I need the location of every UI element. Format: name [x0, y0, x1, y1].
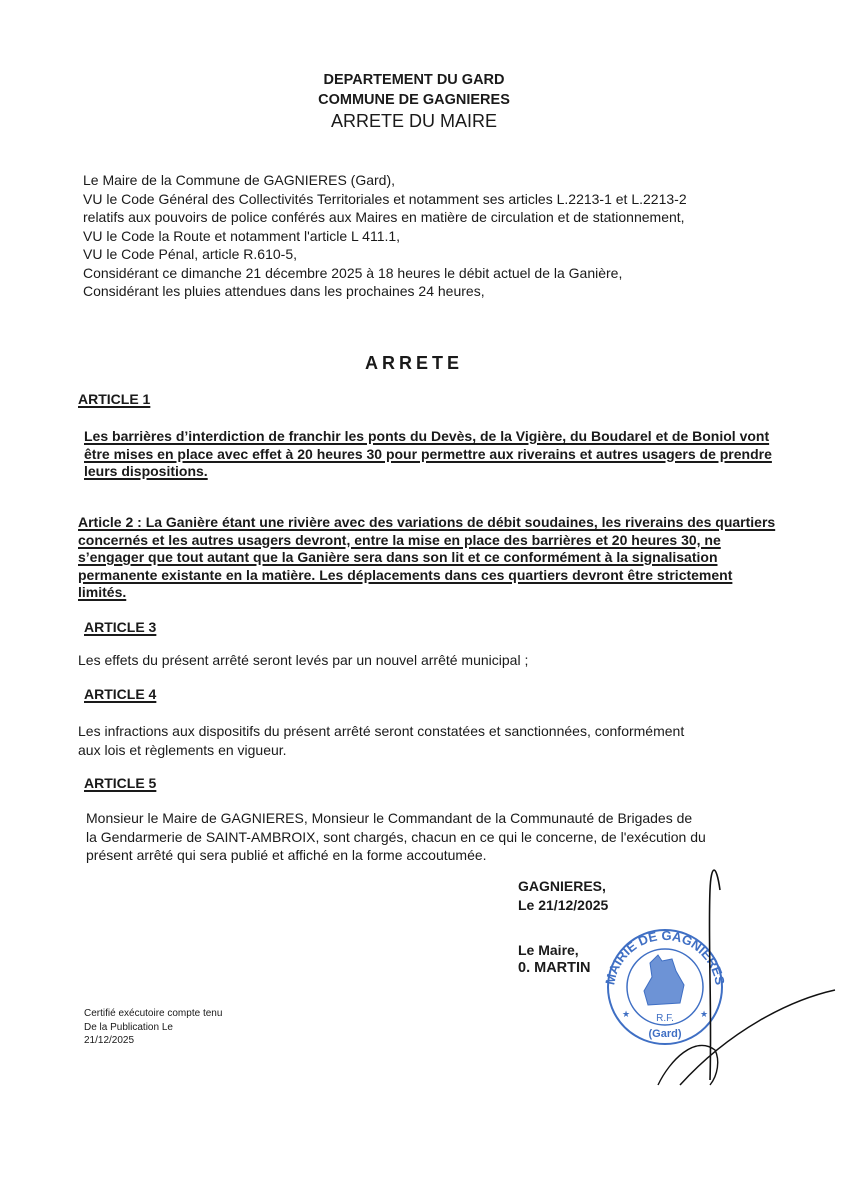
preamble — [83, 171, 687, 301]
signature-date: Le 21/12/2025 — [518, 897, 609, 913]
article-line: présent arrêté qui sera publié et affiché en la forme accoutumée. — [86, 847, 487, 863]
svg-text:(Gard): (Gard) — [648, 1028, 682, 1040]
article-line: leurs dispositions. — [84, 463, 208, 479]
preamble-line: VU le Code la Route et notamment l'article L 411.1, — [83, 227, 401, 244]
article-5-text — [86, 809, 706, 865]
article-line: Monsieur le Maire de GAGNIERES, Monsieur le Commandant de la Communauté de Brigades de — [86, 810, 693, 826]
article-line: Les infractions aux dispositifs du présent arrêté seront constatées et sanctionnées, conformément — [78, 723, 685, 739]
svg-text:★: ★ — [622, 1009, 631, 1019]
article-3-text: Les effets du présent arrêté seront levés par un nouvel arrêté municipal ; — [78, 652, 529, 668]
decision-title: ARRETE — [364, 353, 463, 373]
preamble-line: Le Maire de la Commune de GAGNIERES (Gard), — [83, 172, 396, 188]
article-line: la Gendarmerie de SAINT-AMBROIX, sont chargés, chacun en ce qui le concerne, de l'exécution du — [86, 828, 706, 845]
article-line: Article 2 : La Ganière étant une rivière avec des variations de débit soudaines, les riverains des quartiers — [78, 514, 776, 530]
document-title: ARRETE DU MAIRE — [330, 111, 498, 131]
certification-line: Certifié exécutoire compte tenu — [84, 1008, 223, 1019]
article-line: aux lois et règlements en vigueur. — [78, 741, 287, 758]
certification-line: De la Publication Le — [84, 1021, 173, 1033]
article-line: s’engager que tout autant que la Ganière sera dans son lit et ce conformément à la signalisation — [78, 549, 718, 565]
article-1-heading: ARTICLE 1 — [78, 391, 151, 407]
article-line: concernés et les autres usagers devront, entre la mise en place des barrières et 20 heures 30, ne — [78, 531, 721, 548]
article-1-text — [84, 428, 772, 481]
article-5-heading: ARTICLE 5 — [84, 775, 157, 791]
article-3-heading: ARTICLE 3 — [84, 619, 157, 635]
preamble-line: relatifs aux pouvoirs de police conférés aux Maires en matière de circulation et de stationnement, — [83, 209, 685, 225]
svg-text:MAIRIE DE GAGNIERES: MAIRIE DE GAGNIERES — [602, 927, 728, 987]
signature-name: 0. MARTIN — [518, 960, 591, 976]
svg-text:R.F.: R.F. — [656, 1013, 674, 1024]
department-heading: DEPARTEMENT DU GARD — [323, 72, 505, 88]
article-line: permanente existante en la matière. Les déplacements dans ces quartiers devront être strictement — [78, 566, 733, 583]
article-line: limités. — [78, 584, 127, 600]
article-line: être mises en place avec effet à 20 heures 30 pour permettre aux riverains et autres usagers de prendre — [84, 445, 772, 462]
article-line: Les barrières d’interdiction de franchir les ponts du Devès, de la Vigière, du Boudarel et de Boniol vont — [84, 428, 770, 444]
article-4-heading: ARTICLE 4 — [84, 686, 157, 702]
svg-text:★: ★ — [700, 1009, 709, 1019]
handwritten-signature — [640, 860, 840, 1090]
preamble-line: Considérant les pluies attendues dans les prochaines 24 heures, — [83, 283, 485, 299]
preamble-line: Considérant ce dimanche 21 décembre 2025 à 18 heures le débit actuel de la Ganière, — [83, 264, 623, 281]
certification-note — [84, 1007, 222, 1048]
preamble-line: VU le Code Pénal, article R.610-5, — [83, 246, 297, 262]
article-2-text — [78, 514, 775, 602]
article-4-text — [78, 722, 684, 759]
signature-place: GAGNIERES, — [518, 878, 606, 894]
preamble-line: VU le Code Général des Collectivités Territoriales et notamment ses articles L.2213-1 et L.2213-2 — [83, 190, 687, 207]
commune-heading: COMMUNE DE GAGNIERES — [318, 92, 510, 108]
signature-role: Le Maire, — [518, 942, 579, 958]
certification-line: 21/12/2025 — [84, 1035, 135, 1046]
